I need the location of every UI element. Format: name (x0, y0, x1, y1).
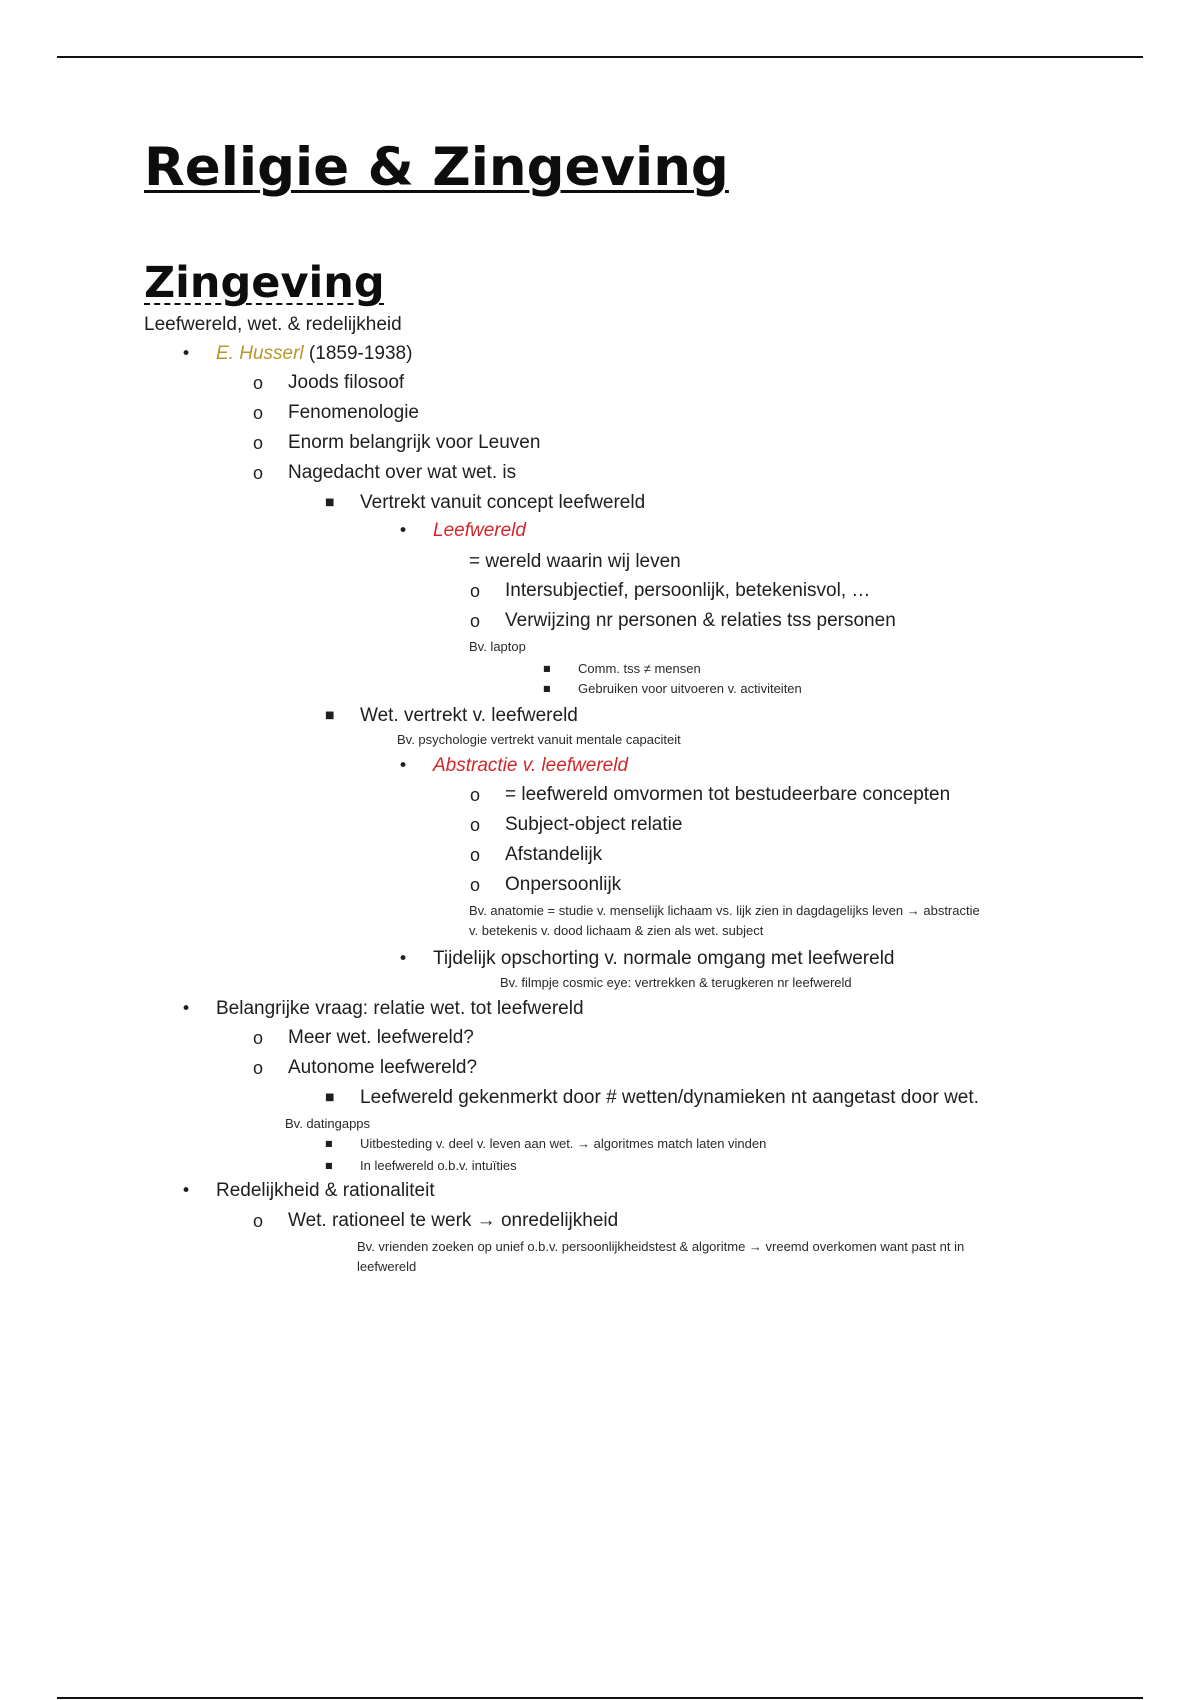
example-note: Bv. laptop (469, 639, 526, 654)
list-item-husserl (216, 342, 412, 366)
bullet-circle-icon: o (253, 1211, 264, 1231)
bullet-square-icon: ■ (325, 497, 335, 508)
example-note: Bv. psychologie vertrekt vanuit mentale capaciteit (397, 732, 681, 747)
bullet-circle-icon: o (470, 845, 481, 865)
bullet-square-icon: ■ (325, 710, 335, 721)
list-item: Enorm belangrijk voor Leuven (288, 432, 541, 453)
example-note: Bv. anatomie = studie v. menselijk lichaam vs. lijk zien in dagdagelijks leven → abstractie (469, 903, 980, 918)
bullet-circle-icon: o (470, 611, 481, 631)
list-item: Gebruiken voor uitvoeren v. activiteiten (578, 681, 802, 696)
bullet-dot-icon: • (181, 344, 192, 364)
bullet-dot-icon: • (398, 756, 409, 776)
term-leefwereld: Leefwereld (433, 520, 526, 541)
list-item: Wet. rationeel te werk → onredelijkheid (288, 1210, 619, 1231)
bullet-square-icon: ■ (325, 1161, 333, 1170)
document-title: Religie & Zingeving (144, 137, 729, 198)
list-item: Uitbesteding v. deel v. leven aan wet. → algoritmes match laten vinden (360, 1136, 767, 1151)
list-item: Subject-object relatie (505, 814, 683, 835)
list-item: Joods filosoof (288, 372, 405, 393)
example-note: Bv. datingapps (285, 1116, 371, 1131)
bullet-dot-icon: • (398, 949, 409, 969)
list-item: Autonome leefwereld? (288, 1057, 478, 1078)
bullet-square-icon: ■ (325, 1139, 333, 1148)
subheading: Leefwereld, wet. & redelijkheid (144, 314, 402, 335)
list-item: In leefwereld o.b.v. intuïties (360, 1158, 517, 1173)
bullet-square-icon: ■ (543, 664, 551, 673)
header-rule (57, 56, 1143, 58)
bullet-dot-icon: • (398, 521, 409, 541)
bullet-circle-icon: o (470, 815, 481, 835)
example-note: v. betekenis v. dood lichaam & zien als wet. subject (469, 923, 764, 938)
list-item: Fenomenologie (288, 402, 419, 423)
list-item: = leefwereld omvormen tot bestudeerbare concepten (505, 784, 951, 805)
bullet-circle-icon: o (253, 1028, 264, 1048)
list-item: Leefwereld gekenmerkt door # wetten/dynamieken nt aangetast door wet. (360, 1087, 979, 1108)
bullet-dot-icon: • (181, 1181, 192, 1201)
husserl-years: (1859-1938) (308, 343, 413, 364)
bullet-circle-icon: o (253, 1058, 264, 1078)
bullet-square-icon: ■ (325, 1092, 335, 1103)
bullet-circle-icon: o (470, 581, 481, 601)
list-item: Tijdelijk opschorting v. normale omgang met leefwereld (433, 948, 895, 969)
definition-leefwereld: = wereld waarin wij leven (469, 551, 681, 572)
example-note: Bv. vrienden zoeken op unief o.b.v. persoonlijkheidstest & algoritme → vreemd overkomen want past nt in (357, 1239, 965, 1254)
list-item: Intersubjectief, persoonlijk, betekenisvol, … (505, 580, 871, 601)
list-item: Afstandelijk (505, 844, 603, 865)
example-note: Bv. filmpje cosmic eye: vertrekken & terugkeren nr leefwereld (500, 975, 852, 990)
bullet-dot-icon: • (181, 999, 192, 1019)
list-item: Vertrekt vanuit concept leefwereld (360, 492, 646, 513)
husserl-name: E. Husserl (216, 343, 304, 364)
example-note: leefwereld (357, 1259, 417, 1274)
list-item: Nagedacht over wat wet. is (288, 462, 517, 483)
bullet-circle-icon: o (470, 785, 481, 805)
list-item: Meer wet. leefwereld? (288, 1027, 474, 1048)
list-item: Wet. vertrekt v. leefwereld (360, 705, 578, 726)
section-heading: Zingeving (144, 258, 385, 308)
footer-rule (57, 1697, 1143, 1699)
bullet-square-icon: ■ (543, 684, 551, 693)
bullet-circle-icon: o (253, 403, 264, 423)
list-item: Redelijkheid & rationaliteit (216, 1180, 435, 1201)
list-item: Belangrijke vraag: relatie wet. tot leefwereld (216, 998, 584, 1019)
bullet-circle-icon: o (470, 875, 481, 895)
list-item: Onpersoonlijk (505, 874, 622, 895)
list-item: Verwijzing nr personen & relaties tss personen (505, 610, 896, 631)
term-abstractie: Abstractie v. leefwereld (433, 755, 629, 776)
bullet-circle-icon: o (253, 463, 264, 483)
bullet-circle-icon: o (253, 433, 264, 453)
list-item: Comm. tss ≠ mensen (578, 661, 701, 676)
bullet-circle-icon: o (253, 373, 264, 393)
